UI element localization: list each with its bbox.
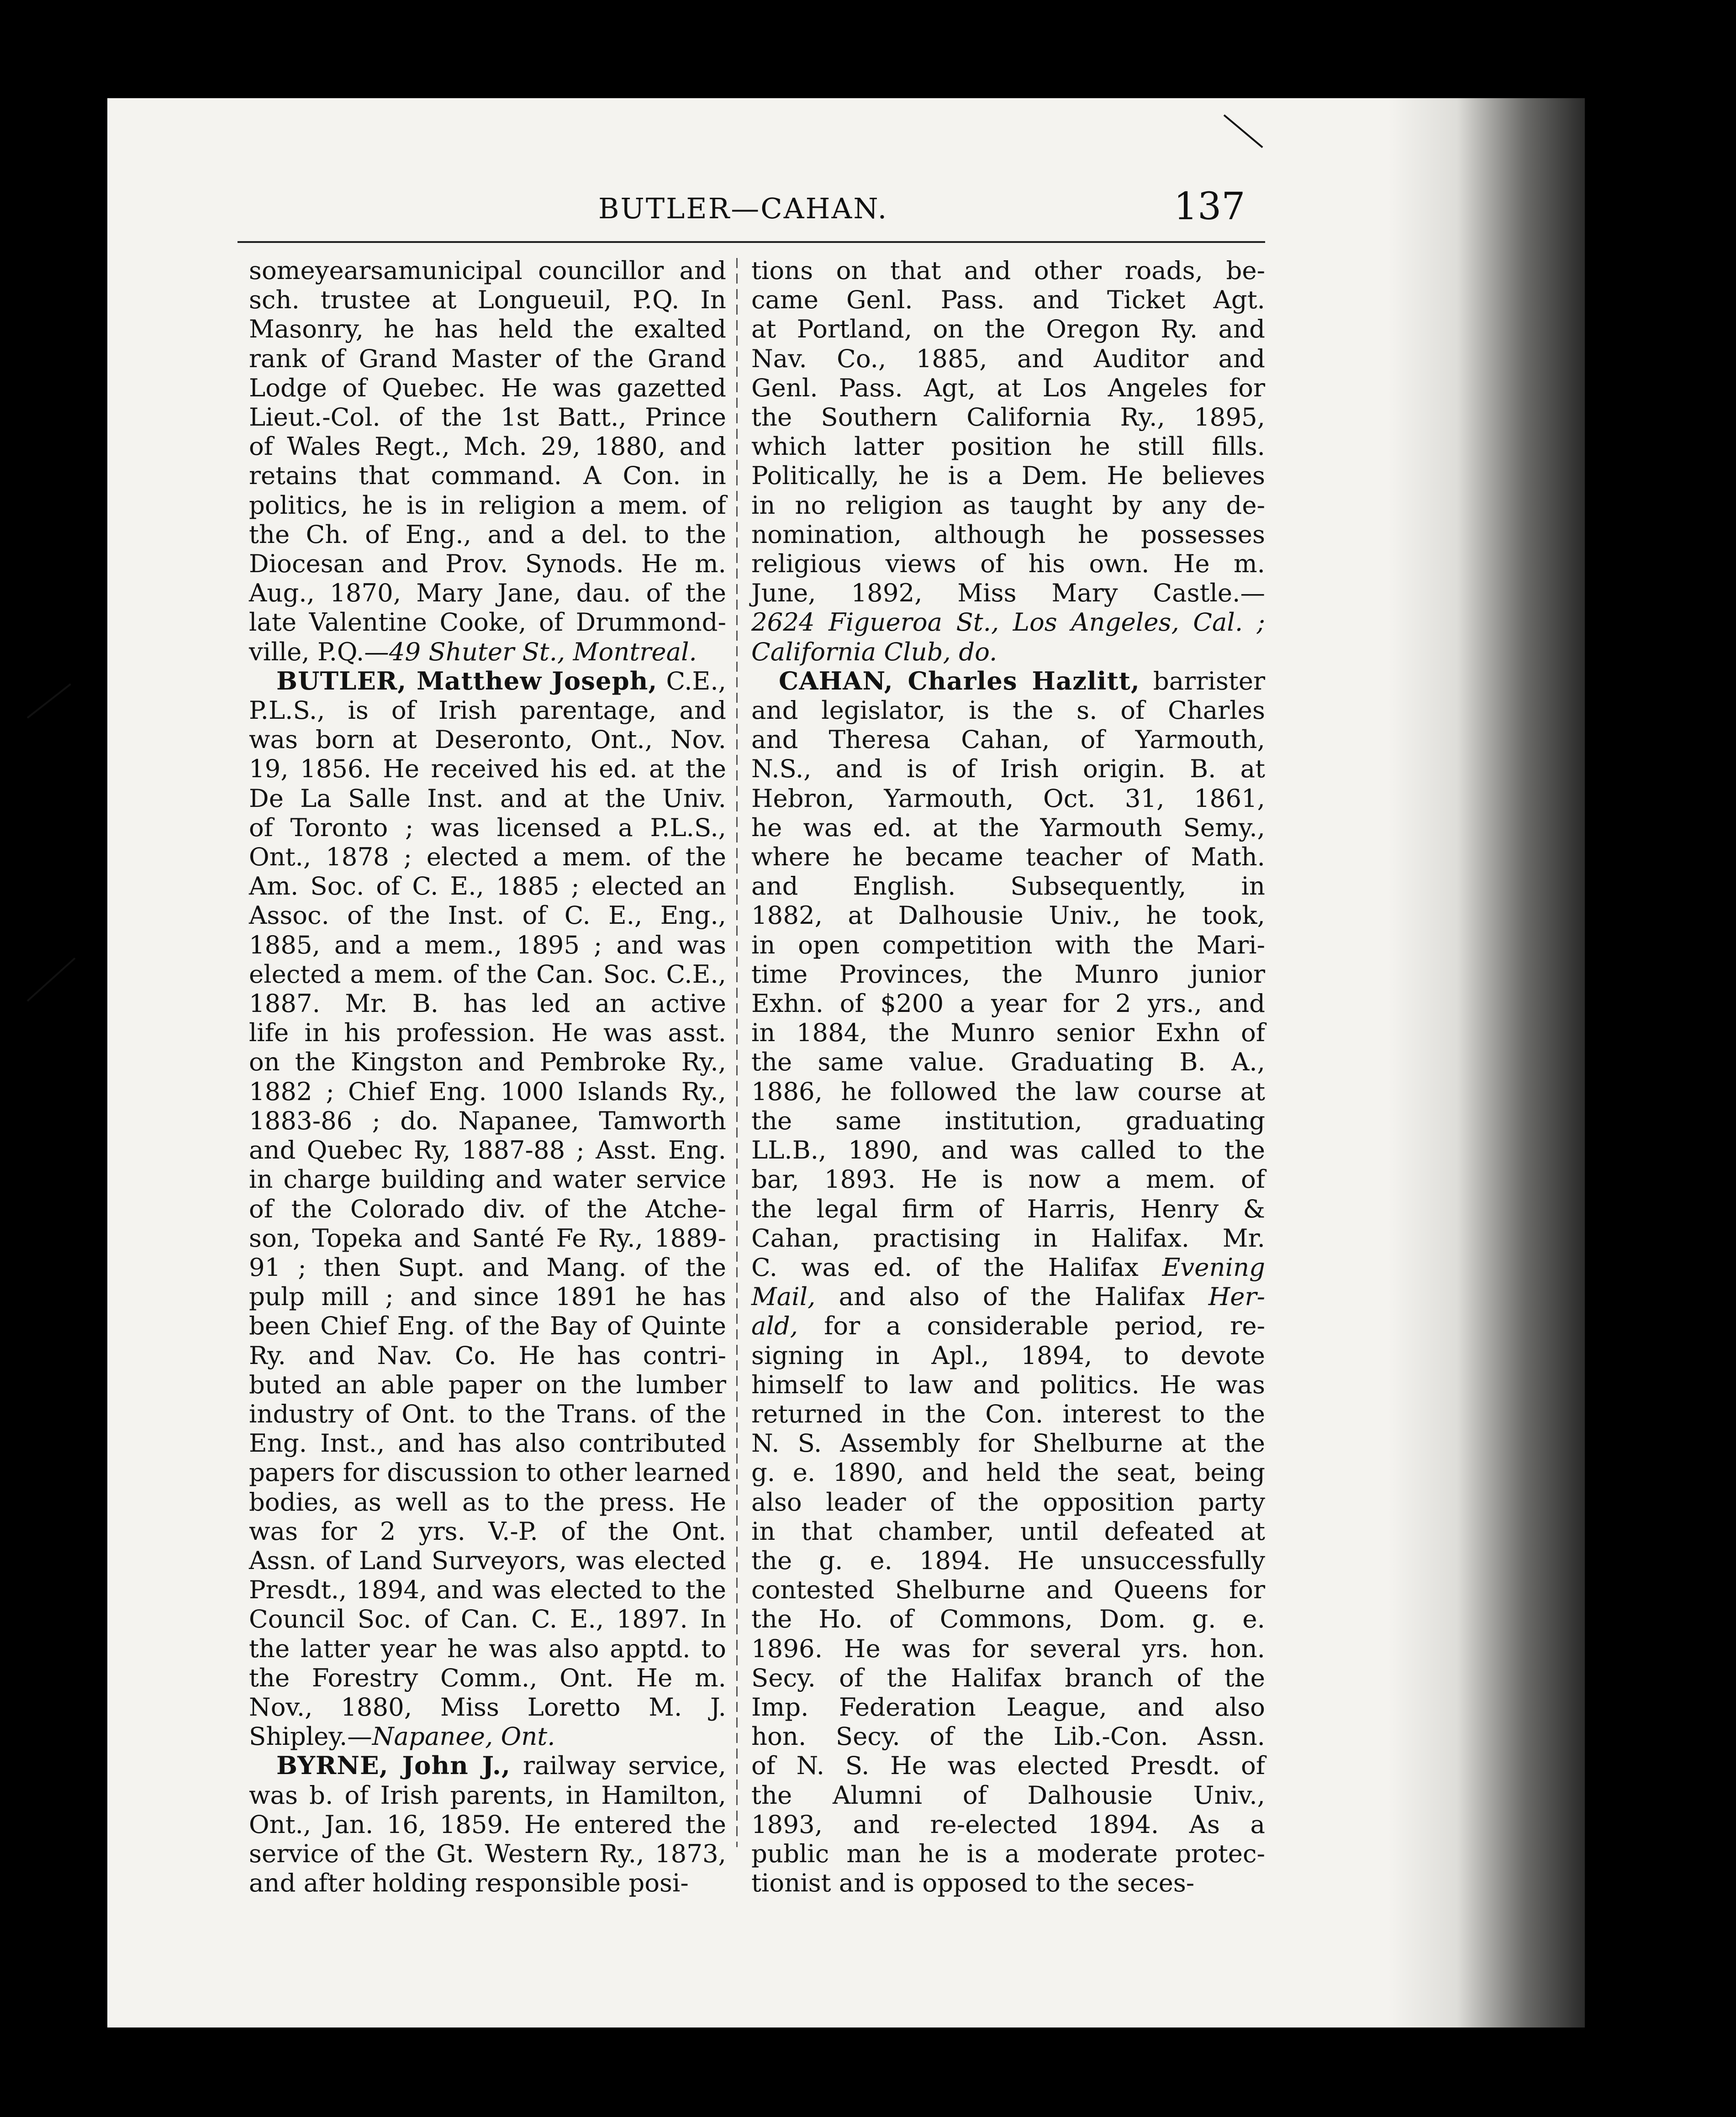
line-text: and also of the Halifax (815, 1282, 1208, 1311)
line-text: of Toronto ; was licensed a P.L.S., (249, 812, 726, 842)
text-line (751, 754, 1265, 783)
text-line (751, 1663, 1265, 1692)
line-text: of N. S. He was elected Presdt. of (751, 1751, 1265, 1780)
line-text: tionist and is opposed to the seces- (751, 1868, 1195, 1898)
text-line (249, 578, 726, 607)
line-text: in open competition with the Mari- (751, 930, 1265, 959)
text-line (249, 1135, 726, 1164)
text-line (751, 1047, 1265, 1076)
text-line (751, 1780, 1265, 1810)
text-line (249, 1604, 726, 1633)
line-text: time Provinces, the Munro junior (751, 959, 1265, 989)
line-text: Imp. Federation League, and also (751, 1692, 1265, 1722)
line-text: Ont., 1878 ; elected a mem. of the (249, 842, 726, 872)
text-line (751, 813, 1265, 842)
italic-text: Napanee, Ont. (372, 1722, 555, 1751)
text-line (249, 1282, 726, 1311)
text-line (751, 930, 1265, 959)
text-line (751, 989, 1265, 1018)
text-line (751, 725, 1265, 754)
line-text: Assoc. of the Inst. of C. E., Eng., (249, 901, 726, 930)
text-line (249, 1253, 726, 1282)
line-text: Genl. Pass. Agt, at Los Angeles for (751, 373, 1265, 402)
text-line (751, 1370, 1265, 1399)
line-text: and after holding responsible posi- (249, 1868, 689, 1898)
running-head: BUTLER—CAHAN. (598, 192, 888, 225)
line-text: barrister (1140, 666, 1265, 695)
text-line (751, 1868, 1265, 1897)
text-line (751, 1722, 1265, 1751)
text-line (751, 285, 1265, 314)
italic-text: Evening (1162, 1252, 1265, 1282)
line-text: the Ho. of Commons, Dom. g. e. (751, 1604, 1265, 1634)
line-text: Shipley.— (249, 1722, 372, 1751)
line-text: pulp mill ; and since 1891 he has (249, 1282, 726, 1311)
text-line (751, 1517, 1265, 1546)
line-text: where he became teacher of Math. (751, 842, 1265, 872)
text-line (249, 1692, 726, 1722)
text-line (751, 1399, 1265, 1428)
line-text: the Ch. of Eng., and a del. to the (249, 519, 726, 549)
line-text: in no religion as taught by any de- (751, 490, 1265, 520)
line-text: sch. trustee at Longueuil, P.Q. In (249, 285, 726, 315)
line-text: Assn. of Land Surveyors, was elected (249, 1545, 726, 1575)
text-line (249, 344, 726, 373)
text-line (751, 1223, 1265, 1253)
text-line (751, 1311, 1265, 1340)
line-text: and English. Subsequently, in (751, 871, 1265, 901)
line-text: Cahan, practising in Halifax. Mr. (751, 1223, 1265, 1253)
line-text: P.L.S., is of Irish parentage, and (249, 695, 726, 725)
text-line (751, 959, 1265, 989)
text-line (249, 725, 726, 754)
line-text: C. was ed. of the Halifax (751, 1252, 1162, 1282)
text-line (249, 784, 726, 813)
text-line (249, 1106, 726, 1135)
line-text: Eng. Inst., and has also contributed (249, 1428, 726, 1458)
margin-mark (27, 958, 76, 1002)
line-text: late Valentine Cooke, of Drummond- (249, 607, 726, 637)
text-line (751, 549, 1265, 578)
line-text: the Southern California Ry., 1895, (751, 402, 1265, 432)
text-line (751, 1575, 1265, 1604)
text-line (751, 1106, 1265, 1135)
text-line (249, 1663, 726, 1692)
text-line (249, 1780, 726, 1810)
margin-mark (27, 684, 71, 719)
italic-text: Mail, (751, 1282, 816, 1311)
text-line (249, 432, 726, 461)
text-line (249, 1018, 726, 1047)
text-line (249, 520, 726, 549)
text-line (751, 1751, 1265, 1780)
line-text: service of the Gt. Western Ry., 1873, (249, 1838, 726, 1868)
text-line (249, 959, 726, 989)
line-text: on the Kingston and Pembroke Ry., (249, 1047, 726, 1077)
text-line (249, 1341, 726, 1370)
line-text: Diocesan and Prov. Synods. He m. (249, 549, 726, 579)
line-text: in 1884, the Munro senior Exhn of (751, 1018, 1265, 1048)
line-text: Politically, he is a Dem. He believes (751, 461, 1265, 490)
text-line (751, 461, 1265, 490)
line-text: N.S., and is of Irish origin. B. at (751, 754, 1265, 784)
line-text: contested Shelburne and Queens for (751, 1575, 1265, 1605)
page-number: 137 (1174, 185, 1245, 228)
text-line (249, 490, 726, 520)
text-line (249, 1575, 726, 1604)
text-line (249, 314, 726, 343)
line-text: returned in the Con. interest to the (751, 1399, 1265, 1428)
text-line (249, 1868, 726, 1897)
entry-name: BUTLER, Matthew Joseph, (276, 666, 658, 695)
line-text: Exhn. of $200 a year for 2 yrs., and (751, 989, 1265, 1018)
line-text: g. e. 1890, and held the seat, being (751, 1458, 1265, 1487)
text-line (751, 1253, 1265, 1282)
line-text: signing in Apl., 1894, to devote (751, 1340, 1265, 1370)
text-line (249, 402, 726, 432)
line-text: Lodge of Quebec. He was gazetted (249, 373, 726, 402)
line-text: N. S. Assembly for Shelburne at the (751, 1428, 1265, 1458)
line-text: someyearsamunicipal councillor and (249, 256, 726, 285)
text-line (751, 607, 1265, 637)
line-text: elected a mem. of the Can. Soc. C.E., (249, 959, 726, 989)
text-line (249, 1077, 726, 1106)
entry-name: BYRNE, John J., (276, 1751, 511, 1780)
line-text: Ont., Jan. 16, 1859. He entered the (249, 1809, 726, 1839)
line-text: the same institution, graduating (751, 1106, 1265, 1135)
entry-name: CAHAN, Charles Hazlitt, (779, 666, 1140, 695)
text-line (249, 695, 726, 725)
line-text: at Portland, on the Oregon Ry. and (751, 314, 1265, 344)
page-edge-shadow (1388, 98, 1585, 2027)
text-line (751, 344, 1265, 373)
text-line (751, 1018, 1265, 1047)
text-line (249, 1428, 726, 1458)
text-line (249, 1722, 726, 1751)
italic-text: Her- (1208, 1282, 1265, 1311)
text-line (751, 314, 1265, 343)
line-text: rank of Grand Master of the Grand (249, 343, 726, 373)
text-line (249, 461, 726, 490)
text-line (751, 1458, 1265, 1487)
line-text: bar, 1893. He is now a mem. of (751, 1164, 1265, 1194)
line-text: 19, 1856. He received his ed. at the (249, 754, 726, 784)
line-text: 1893, and re-elected 1894. As a (751, 1809, 1265, 1839)
line-text: politics, he is in religion a mem. of (249, 490, 726, 520)
text-line (249, 607, 726, 637)
text-line (249, 256, 726, 285)
line-text: the Alumni of Dalhousie Univ., (751, 1780, 1265, 1810)
text-line (751, 666, 1265, 695)
text-line (751, 1194, 1265, 1223)
text-line (249, 1164, 726, 1194)
text-line (751, 520, 1265, 549)
line-text: Secy. of the Halifax branch of the (751, 1663, 1265, 1692)
text-line (249, 1839, 726, 1868)
line-text: came Genl. Pass. and Ticket Agt. (751, 285, 1265, 315)
text-line (249, 1517, 726, 1546)
line-text: was for 2 yrs. V.-P. of the Ont. (249, 1516, 726, 1546)
line-text: religious views of his own. He m. (751, 549, 1265, 579)
text-line (751, 402, 1265, 432)
line-text: tions on that and other roads, be- (751, 256, 1265, 285)
text-line (751, 1634, 1265, 1663)
line-text: LL.B., 1890, and was called to the (751, 1135, 1265, 1165)
column-divider (736, 258, 738, 1847)
text-line (249, 1370, 726, 1399)
line-text: industry of Ont. to the Trans. of the (249, 1399, 726, 1428)
text-line (249, 754, 726, 783)
line-text: June, 1892, Miss Mary Castle.— (751, 578, 1265, 608)
line-text: papers for discussion to other learned (249, 1458, 731, 1487)
line-text: 91 ; then Supt. and Mang. of the (249, 1252, 726, 1282)
text-line (249, 842, 726, 871)
line-text: De La Salle Inst. and at the Univ. (249, 783, 726, 813)
text-line (751, 1341, 1265, 1370)
text-line (751, 373, 1265, 402)
text-line (249, 989, 726, 1018)
line-text: hon. Secy. of the Lib.-Con. Assn. (751, 1722, 1265, 1751)
text-line (249, 1546, 726, 1575)
line-text: 1882 ; Chief Eng. 1000 Islands Ry., (249, 1076, 726, 1106)
text-line (751, 432, 1265, 461)
line-text: and Quebec Ry, 1887-88 ; Asst. Eng. (249, 1135, 726, 1165)
text-line (751, 256, 1265, 285)
line-text: also leader of the opposition party (751, 1487, 1265, 1517)
line-text: was b. of Irish parents, in Hamilton, (249, 1780, 726, 1810)
line-text: and Theresa Cahan, of Yarmouth, (751, 725, 1265, 754)
line-text: Presdt., 1894, and was elected to the (249, 1575, 726, 1605)
text-line (249, 901, 726, 930)
line-text: 1885, and a mem., 1895 ; and was (249, 930, 726, 959)
text-line (751, 1810, 1265, 1839)
line-text: 1886, he followed the law course at (751, 1076, 1265, 1106)
text-line (249, 549, 726, 578)
italic-text: 2624 Figueroa St., Los Angeles, Cal. ; (751, 607, 1265, 637)
line-text: C.E., (657, 666, 726, 695)
line-text: 1896. He was for several yrs. hon. (751, 1633, 1265, 1663)
line-text: nomination, although he possesses (751, 519, 1265, 549)
line-text: buted an able paper on the lumber (249, 1369, 726, 1399)
line-text: for a considerable period, re- (798, 1311, 1265, 1341)
text-line (751, 1487, 1265, 1517)
line-text: himself to law and politics. He was (751, 1369, 1265, 1399)
line-text: 1887. Mr. B. has led an active (249, 989, 726, 1018)
line-text: and legislator, is the s. of Charles (751, 695, 1265, 725)
text-line (249, 813, 726, 842)
text-line (249, 1810, 726, 1839)
line-text: bodies, as well as to the press. He (249, 1487, 726, 1517)
text-line (751, 1077, 1265, 1106)
text-line (249, 1487, 726, 1517)
text-line (249, 1458, 731, 1487)
line-text: Council Soc. of Can. C. E., 1897. In (249, 1604, 726, 1634)
line-text: of Wales Regt., Mch. 29, 1880, and (249, 432, 726, 461)
line-text: retains that command. A Con. in (249, 461, 726, 490)
line-text: in that chamber, until defeated at (751, 1516, 1265, 1546)
line-text: 1883-86 ; do. Napanee, Tamworth (249, 1106, 726, 1135)
line-text: life in his profession. He was asst. (249, 1018, 726, 1048)
text-line (249, 1634, 726, 1663)
line-text: railway service, (510, 1751, 726, 1780)
line-text: the latter year he was also apptd. to (249, 1633, 726, 1663)
text-line (751, 1164, 1265, 1194)
line-text: of the Colorado div. of the Atche- (249, 1194, 726, 1223)
text-line (249, 285, 726, 314)
line-text: 1882, at Dalhousie Univ., he took, (751, 901, 1265, 930)
line-text: the same value. Graduating B. A., (751, 1047, 1265, 1077)
line-text: Nov., 1880, Miss Loretto M. J. (249, 1692, 726, 1722)
text-line (751, 1546, 1265, 1575)
line-text: in charge building and water service (249, 1164, 726, 1194)
line-text: public man he is a moderate protec- (751, 1838, 1265, 1868)
line-text: the legal firm of Harris, Henry & (751, 1194, 1265, 1223)
text-line (751, 695, 1265, 725)
text-line (751, 1428, 1265, 1458)
text-line (751, 1692, 1265, 1722)
text-line (751, 1282, 1265, 1311)
line-text: the Forestry Comm., Ont. He m. (249, 1663, 726, 1692)
line-text: the g. e. 1894. He unsuccessfully (751, 1545, 1265, 1575)
right-column (751, 256, 1265, 1897)
italic-text: ald, (751, 1311, 798, 1341)
header-rule (237, 241, 1265, 243)
line-text: Am. Soc. of C. E., 1885 ; elected an (249, 871, 726, 901)
line-text: Hebron, Yarmouth, Oct. 31, 1861, (751, 783, 1265, 813)
text-line (751, 637, 1265, 666)
text-line (751, 842, 1265, 871)
text-line (751, 578, 1265, 607)
text-line (751, 1839, 1265, 1868)
text-line (751, 901, 1265, 930)
text-line (249, 666, 726, 695)
text-line (751, 871, 1265, 901)
text-line (751, 490, 1265, 520)
text-line (249, 637, 726, 666)
left-column (249, 256, 731, 1898)
italic-text: California Club, do. (751, 637, 997, 666)
text-line (249, 871, 726, 901)
text-line (751, 1604, 1265, 1633)
italic-text: 49 Shuter St., Montreal. (389, 637, 697, 666)
text-line (249, 1223, 726, 1253)
text-line (249, 1047, 726, 1076)
line-text: which latter position he still fills. (751, 432, 1265, 461)
text-line (249, 1194, 726, 1223)
text-line (249, 1751, 726, 1780)
line-text: Lieut.-Col. of the 1st Batt., Prince (249, 402, 726, 432)
line-text: been Chief Eng. of the Bay of Quinte (249, 1311, 726, 1341)
line-text: ville, P.Q.— (249, 637, 389, 666)
line-text: he was ed. at the Yarmouth Semy., (751, 812, 1265, 842)
text-line (751, 784, 1265, 813)
text-line (751, 1135, 1265, 1164)
line-text: Aug., 1870, Mary Jane, dau. of the (249, 578, 726, 608)
line-text: Nav. Co., 1885, and Auditor and (751, 343, 1265, 373)
line-text: Masonry, he has held the exalted (249, 314, 726, 344)
text-line (249, 930, 726, 959)
line-text: son, Topeka and Santé Fe Ry., 1889- (249, 1223, 726, 1253)
line-text: was born at Deseronto, Ont., Nov. (249, 725, 726, 754)
text-line (249, 1311, 726, 1340)
text-line (249, 1399, 726, 1428)
text-line (249, 373, 726, 402)
line-text: Ry. and Nav. Co. He has contri- (249, 1340, 726, 1370)
